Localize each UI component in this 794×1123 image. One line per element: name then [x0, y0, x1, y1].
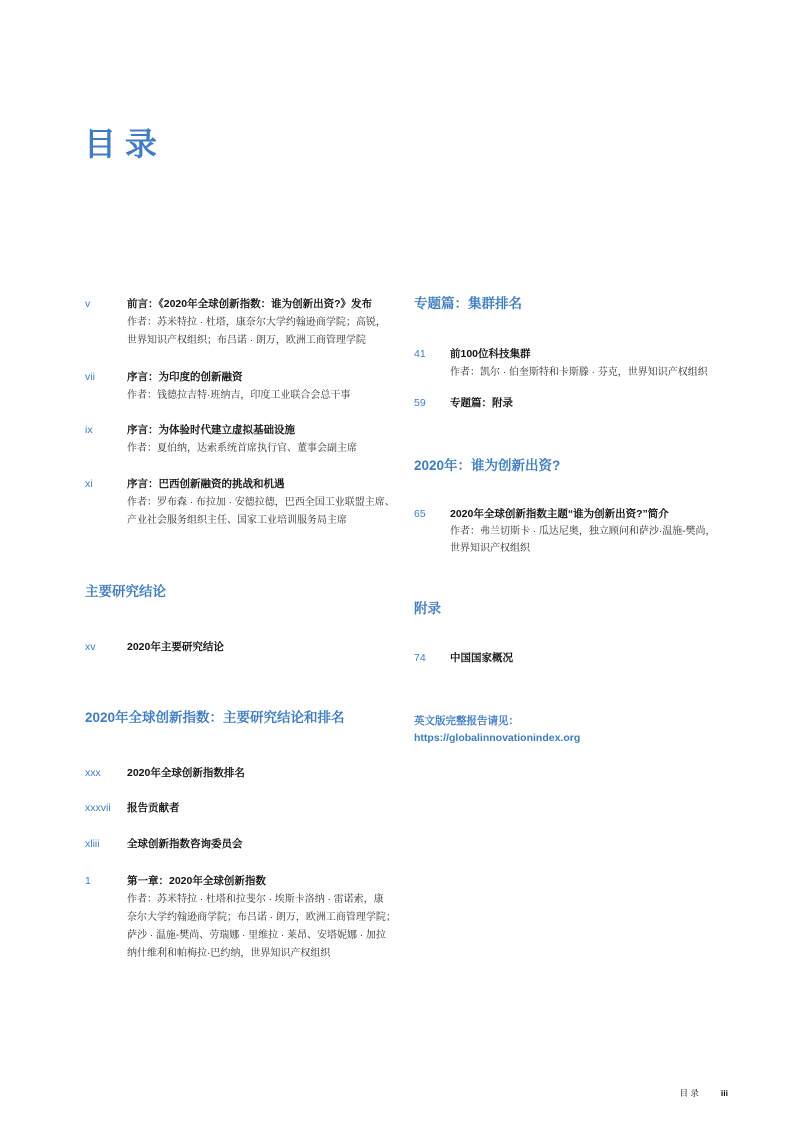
section-heading-clusters: 专题篇：集群排名: [414, 296, 522, 311]
toc-entry: [85, 872, 396, 963]
author-line: 奈尔大学约翰逊商学院；布吕诺 · 朗万，欧洲工商管理学院；: [127, 912, 396, 923]
page-number: 59: [414, 397, 426, 409]
entry-authors: [85, 891, 396, 963]
page-number: 65: [414, 508, 426, 520]
entry-title: 序言：巴西创新融资的挑战和机遇: [127, 478, 285, 490]
page-number: xi: [85, 478, 93, 490]
entry-title: 2020年主要研究结论: [127, 641, 224, 653]
page-number: 1: [85, 875, 91, 887]
toc-entry: [414, 649, 513, 667]
entry-title: 前100位科技集群: [450, 348, 531, 360]
page-number: v: [85, 298, 91, 310]
author-line: 作者：苏米特拉 · 杜塔和拉斐尔 · 埃斯卡洛纳 · 雷诺索，康: [127, 894, 384, 905]
page-number: xliii: [85, 838, 100, 850]
toc-entry: [85, 295, 386, 350]
author-line: 萨沙 · 温施-樊尚、劳瑞娜 · 里维拉 · 莱昂、安塔妮娜 · 加拉: [127, 930, 386, 941]
full-report-note: [414, 713, 580, 747]
entry-authors: [414, 523, 716, 557]
entry-title: 前言：《2020年全球创新指数：谁为创新出资?》发布: [127, 298, 373, 310]
toc-entry: [414, 394, 513, 412]
author-line: 世界知识产权组织；布吕诺 · 朗万，欧洲工商管理学院: [127, 335, 366, 346]
entry-authors: [85, 440, 357, 458]
section-heading-theme: 2020年：谁为创新出资?: [414, 458, 561, 473]
entry-title: 报告贡献者: [127, 802, 180, 814]
page-number: vii: [85, 371, 95, 383]
entry-authors: [85, 314, 386, 350]
full-report-link[interactable]: https://globalinnovationindex.org: [414, 732, 581, 744]
entry-title: 2020年全球创新指数主题“谁为创新出资?”简介: [450, 508, 669, 520]
entry-title: 序言：为印度的创新融资: [127, 371, 243, 383]
author-line: 作者：弗兰切斯卡 · 瓜达尼奥，独立顾问和萨沙·温施-樊尚，: [450, 526, 716, 537]
page-number: xv: [85, 641, 96, 653]
footer-page-number: iii: [720, 1088, 728, 1098]
entry-title: 序言：为体验时代建立虚拟基础设施: [127, 424, 295, 436]
entry-authors: [85, 387, 350, 405]
author-line: 作者：凯尔 · 伯奎斯特和卡斯滕 · 芬克，世界知识产权组织: [450, 367, 708, 378]
entry-title: 中国国家概况: [450, 652, 513, 664]
page-number: 74: [414, 652, 426, 664]
author-line: 世界知识产权组织: [450, 543, 530, 554]
toc-entry: [414, 345, 708, 382]
page-number: xxx: [85, 767, 101, 779]
entry-title: 第一章：2020年全球创新指数: [127, 875, 266, 887]
author-line: 作者：钱德拉吉特·班纳吉，印度工业联合会总干事: [127, 390, 351, 401]
author-line: 作者：罗布森 · 布拉加 · 安德拉德，巴西全国工业联盟主席、: [127, 497, 395, 508]
entry-title: 2020年全球创新指数排名: [127, 767, 245, 779]
toc-entry: [85, 799, 180, 817]
toc-title: 目 录: [84, 126, 157, 162]
toc-entry: [414, 505, 716, 557]
toc-entry: [85, 638, 224, 656]
entry-title: 全球创新指数咨询委员会: [127, 838, 243, 850]
toc-entry: [85, 835, 243, 853]
author-line: 作者：夏伯纳，达索系统首席执行官、董事会副主席: [127, 443, 357, 454]
footer-section-label: 目 录: [679, 1088, 699, 1098]
toc-entry: [85, 475, 395, 530]
page-number: xxxvii: [85, 802, 111, 814]
toc-entry: [85, 368, 350, 405]
entry-authors: [85, 494, 395, 530]
section-heading-gii-2020: 2020年全球创新指数：主要研究结论和排名: [85, 710, 345, 725]
section-heading-key-findings: 主要研究结论: [85, 584, 166, 599]
page-footer: [680, 1086, 728, 1100]
section-heading-annex: 附录: [414, 601, 441, 616]
entry-authors: [414, 364, 708, 382]
toc-entry: [85, 764, 245, 782]
page-number: ix: [85, 424, 93, 436]
page-number: 41: [414, 348, 426, 360]
author-line: 产业社会服务组织主任、国家工业培训服务局主席: [127, 515, 347, 526]
toc-entry: [85, 421, 357, 458]
entry-title: 专题篇：附录: [450, 397, 513, 409]
author-line: 纳什维利和帕梅拉·巴约纳，世界知识产权组织: [127, 948, 331, 959]
author-line: 作者：苏米特拉 · 杜塔，康奈尔大学约翰逊商学院；高锐，: [127, 317, 386, 328]
full-report-label: 英文版完整报告请见：: [414, 715, 519, 727]
